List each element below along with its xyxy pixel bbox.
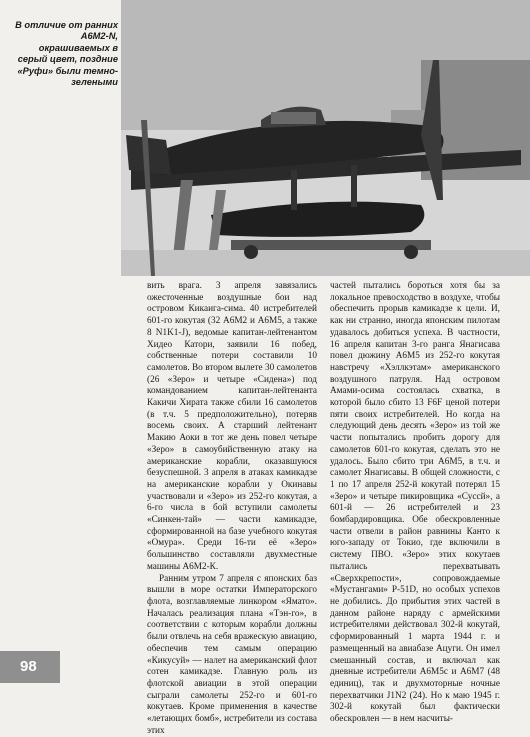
paragraph: частей пытались бороться хотя бы за локальное превосходство в воздухе, чтобы обеспечить прорыв камикадзе к цели. И, как ни странно, иногда японским пилотам удавалось добиться успеха. В частности, 16 апреля капитан 3-го ранга Янагисава повел дюжину А6М5 из 252-го кокутая навстречу «Хэллкэтам» американского воздушного патруля. Над островом Амами-осима состоялась схватка, в которой было сбито 13 F6F ценой потери пяти своих истребителей. Но когда на следующий день десять «Зеро» из той же части попытались пробить дорогу для самолетов 601-го кокутая, сделать это не удалось. Было сбито три А6М5, в т.ч. и самолет Янагисавы. В общей сложности, с 1 по 17 апреля 252-й кокутай потерял 15 «Зеро» и четыре пикировщика «Суссй», а 601-й — 26 истребителей и 23 бомбардировщика. Обе обескровленные части отвели в район равнины Канто к юго-западу от Токио, где включили в систему ПВО. «Зеро» этих кокутаев пытались перехватывать «Сверхкрепости», сопровождаемые «Мустангами» Р-51D, но особых успехов не добились. До прибытия этих частей в данном районе наряду с армейскими истребителями действовал 302-й кокутай, сформированный 1 марта 1944 г. и размещенный на авиабазе Ацуги. Он имел смешанный состав, и включал как дневные истребители А6М5с и А6М7 (48 единиц), так и двухмоторные ночные перехватчики J1N2 (24). Но к маю 1945 г. 302-й кокутай был фактически обескровлен — в нем насчиты- (330, 281, 500, 725)
text-column-right (330, 281, 500, 725)
text-column-left (147, 281, 317, 736)
photo-caption: В отличие от ранних А6М2-N, окрашиваемых в серый цвет, поздние «Руфи» были темно-зелеными (15, 20, 118, 88)
seaplane-photo (121, 0, 530, 276)
paragraph: Ранним утром 7 апреля с японских баз вышли в море остатки Императорского флота, возглавляемые линкором «Ямато». Началась реализация плана «Тэн-го», в соответствии с которым корабли должны были отвлечь на себя вражескую авиацию, обеспечив тем самым операцию «Кикусуй» — налет на американский флот сотен камикадзе. Главную роль из флотской авиации в этой операции сыграли самолеты 252-го и 601-го кокутаев. Кроме применения в качестве «летающих бомб», истребители из состава этих (147, 573, 317, 736)
paragraph: вить врага. 3 апреля завязались ожесточенные воздушные бои над островом Кикаига-сима. 40 истребителей 601-го кокутая (32 А6М2 и А6М5, а также 8 N1K1-J), ведомые капитан-лейтенантом Хидео Катори, заявили 16 побед, собственные потери составили 10 самолетов. Во втором вылете 30 самолетов (26 «Зеро» и четыре «Сидена») под командованием капитан-лейтенанта Какичи Хирата также сбили 16 самолетов (в т.ч. 5 предположительно), потеряв восемь своих. А старший лейтенант Макию Аоки в тот же день повел четыре «Зеро» в самоубийственную атаку на американские корабли, оказавшуюся безуспешной. 3 апреля в атаках камикадзе на американские корабли у Окинавы участвовали и «Зеро» из 252-го кокутая, а 6-го числа в бой вступили самолеты «Синкен-тай» — части камикадзе, сформированной на базе учебного кокутая «Омура». Среди 16-ти её «Зеро» большинство составляли двухместные машины А6М2-К. (147, 281, 317, 572)
page-number: 98 (0, 651, 60, 683)
seaplane-illustration (121, 0, 530, 276)
